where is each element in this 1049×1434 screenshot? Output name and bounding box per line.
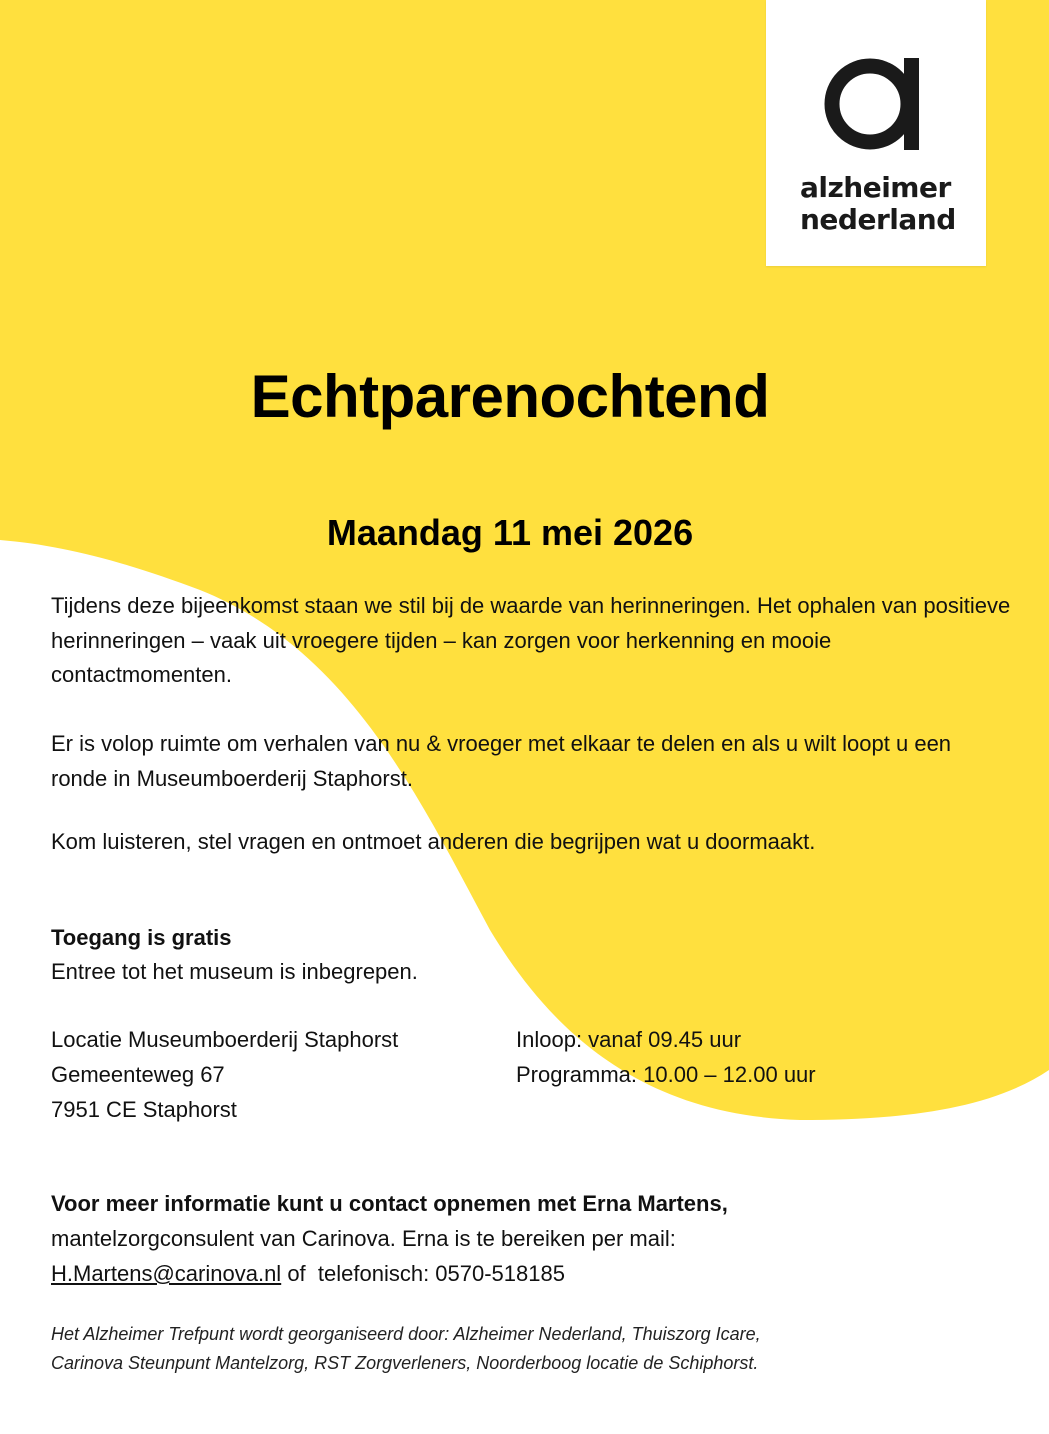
invite-paragraph: Kom luisteren, stel vragen en ontmoet anderen die begrijpen wat u doormaakt. (51, 829, 816, 854)
contact-details (51, 1256, 1011, 1291)
footer-line-1: Het Alzheimer Trefpunt wordt georganiseerd door: Alzheimer Nederland, Thuiszorg Icare, (51, 1324, 761, 1344)
access-title: Toegang is gratis (51, 925, 232, 950)
footer-line-2: Carinova Steunpunt Mantelzorg, RST Zorgverleners, Noorderboog locatie de Schiphorst. (51, 1353, 759, 1373)
times-block (516, 1022, 816, 1092)
contact-line: mantelzorgconsulent van Carinova. Erna is te bereiken per mail: (51, 1226, 676, 1251)
logo-text-alzheimer: alzheimer (800, 171, 951, 204)
organizers-footer (51, 1320, 1011, 1378)
location-street: Gemeenteweg 67 (51, 1062, 225, 1087)
alzheimer-nederland-logo (766, 0, 986, 266)
intro-paragraph: Tijdens deze bijeenkomst staan we stil bij de waarde van herinneringen. Het ophalen van positieve herinneringen – vaak uit vroegere tijden – kan zorgen voor herkenning en mooie contactmomenten. (51, 593, 1011, 687)
location-name: Locatie Museumboerderij Staphorst (51, 1027, 399, 1052)
alzheimer-a-logo-icon (824, 54, 928, 154)
access-text: Entree tot het museum is inbegrepen. (51, 959, 418, 984)
contact-heading: Voor meer informatie kunt u contact opnemen met Erna Martens, (51, 1191, 728, 1216)
phone-text: of telefonisch: 0570-518185 (281, 1261, 565, 1286)
program-time: Programma: 10.00 – 12.00 uur (516, 1062, 816, 1087)
contact-block (51, 1186, 1011, 1291)
location-block (51, 1022, 398, 1127)
stories-paragraph: Er is volop ruimte om verhalen van nu & vroeger met elkaar te delen en als u wilt loopt u een ronde in Museumboerderij Staphorst. (51, 731, 952, 791)
page-title: Echtparenochtend (250, 363, 770, 430)
logo-text-nederland: nederland (800, 203, 956, 236)
location-city: 7951 CE Staphorst (51, 1097, 237, 1122)
walkin-time: Inloop: vanaf 09.45 uur (516, 1027, 742, 1052)
email-link[interactable]: H.Martens@carinova.nl (51, 1261, 282, 1286)
event-date: Maandag 11 mei 2026 (326, 512, 694, 553)
